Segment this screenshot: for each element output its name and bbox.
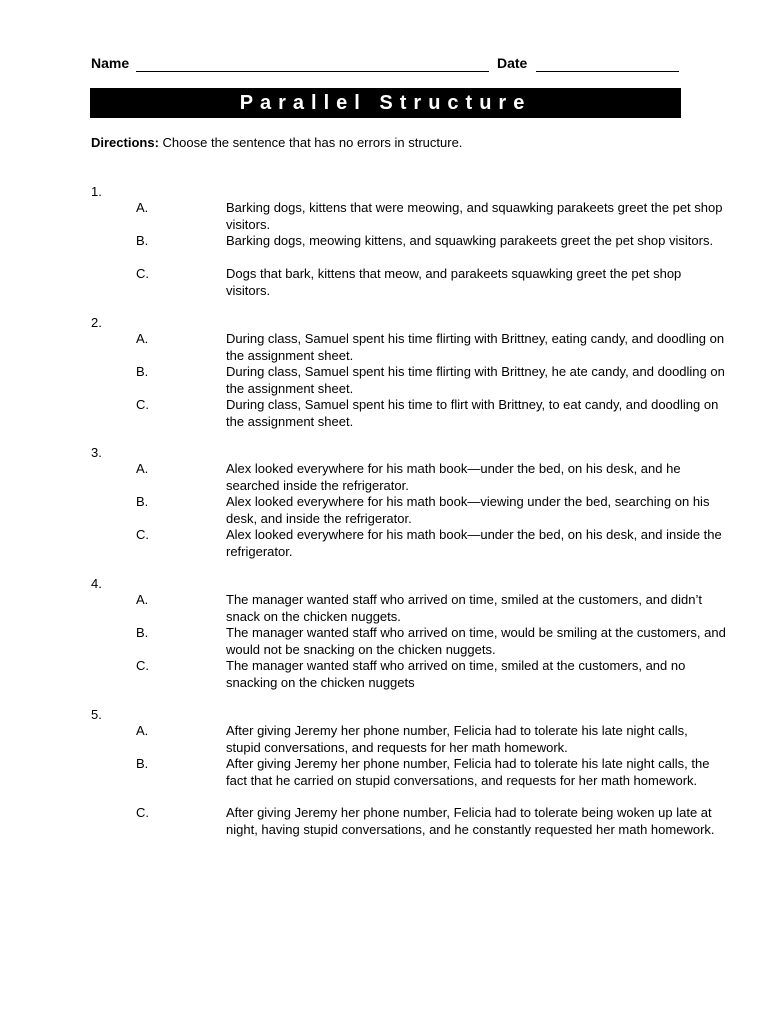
option-letter: C. xyxy=(136,397,149,412)
option-text: After giving Jeremy her phone number, Felicia had to tolerate being woken up late at night, having stupid conversations, and he constantly requested her math homework. xyxy=(226,805,715,837)
option-letter: C. xyxy=(136,658,149,673)
date-label: Date xyxy=(497,55,528,71)
option-text: Alex looked everywhere for his math book—under the bed, on his desk, and he searched inside the refrigerator. xyxy=(226,461,681,493)
option-letter: A. xyxy=(136,331,149,346)
option-letter: A. xyxy=(136,200,149,215)
option-text: Dogs that bark, kittens that meow, and parakeets squawking greet the pet shop visitors. xyxy=(226,266,682,298)
option-letter: C. xyxy=(136,266,149,281)
option-letter: B. xyxy=(136,233,149,248)
option-letter: C. xyxy=(136,527,149,542)
option-text: The manager wanted staff who arrived on time, smiled at the customers, and didn’t snack on the chicken nuggets. xyxy=(226,592,702,624)
option-letter: B. xyxy=(136,625,149,640)
option-text: The manager wanted staff who arrived on time, would be smiling at the customers, and would not be snacking on the chicken nuggets. xyxy=(226,625,726,657)
directions xyxy=(91,135,691,150)
option-letter: B. xyxy=(136,494,149,509)
option-text: During class, Samuel spent his time flirting with Brittney, eating candy, and doodling on the assignment sheet. xyxy=(226,331,725,363)
option-text: Alex looked everywhere for his math book—under the bed, on his desk, and inside the refrigerator. xyxy=(226,527,722,559)
option-letter: B. xyxy=(136,364,149,379)
option-letter: A. xyxy=(136,723,149,738)
option-text: During class, Samuel spent his time to flirt with Brittney, to eat candy, and doodling on the assignment sheet. xyxy=(226,397,719,429)
option-text: Barking dogs, meowing kittens, and squawking parakeets greet the pet shop visitors. xyxy=(226,233,714,248)
option-text: The manager wanted staff who arrived on time, smiled at the customers, and no snacking on the chicken nuggets xyxy=(226,658,686,690)
date-field[interactable] xyxy=(536,71,679,72)
option-text: After giving Jeremy her phone number, Felicia had to tolerate his late night calls, the fact that he carried on stupid conversations, and requests for her math homework. xyxy=(226,756,710,788)
option-letter: B. xyxy=(136,756,149,771)
option-letter: A. xyxy=(136,592,149,607)
option-text: Alex looked everywhere for his math book—viewing under the bed, searching on his desk, and inside the refrigerator. xyxy=(226,494,710,526)
option-text: During class, Samuel spent his time flirting with Brittney, he ate candy, and doodling on the assignment sheet. xyxy=(226,364,725,396)
page-title: Parallel Structure xyxy=(90,88,681,118)
option-text: After giving Jeremy her phone number, Felicia had to tolerate his late night calls, stupid conversations, and requests for her math homework. xyxy=(226,723,688,755)
question-number: 3. xyxy=(91,445,102,460)
question-number: 2. xyxy=(91,315,102,330)
name-field[interactable] xyxy=(136,71,489,72)
option-letter: A. xyxy=(136,461,149,476)
option-text: Barking dogs, kittens that were meowing, and squawking parakeets greet the pet shop visitors. xyxy=(226,200,723,232)
name-label: Name xyxy=(91,55,130,71)
question-number: 4. xyxy=(91,576,102,591)
directions-text: Choose the sentence that has no errors in structure. xyxy=(162,135,463,150)
directions-label: Directions: xyxy=(91,135,159,150)
option-letter: C. xyxy=(136,805,149,820)
header-row xyxy=(91,55,681,75)
question-number: 1. xyxy=(91,184,102,199)
question-number: 5. xyxy=(91,707,102,722)
